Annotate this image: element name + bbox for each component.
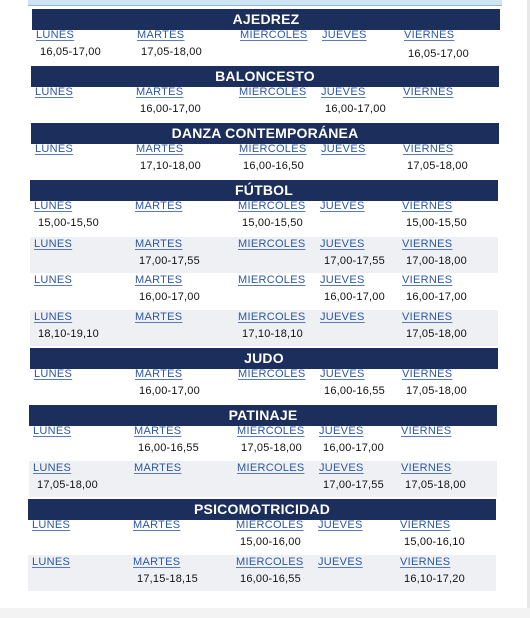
day-label-lunes: LUNES <box>36 29 75 41</box>
day-label-miercoles: MIERCOLES <box>236 519 304 531</box>
schedule-row <box>29 424 497 460</box>
time-slot: 16,10-17,20 <box>404 573 465 585</box>
time-slot: 15,00-16,00 <box>240 536 301 548</box>
day-label-martes: MARTES <box>135 274 183 286</box>
day-label-viernes: VIERNES <box>402 311 453 323</box>
day-label-lunes: LUNES <box>34 200 73 212</box>
schedule-row <box>32 28 500 64</box>
day-label-jueves: JUEVES <box>322 29 367 41</box>
day-label-miercoles: MIERCOLES <box>237 425 305 437</box>
day-label-jueves: JUEVES <box>318 556 363 568</box>
day-label-viernes: VIERNES <box>401 462 452 474</box>
time-slot: 16,00-17,00 <box>139 291 200 303</box>
activity-header: AJEDREZ <box>32 9 500 30</box>
day-label-martes: MARTES <box>135 368 183 380</box>
time-slot: 15,00-15,50 <box>406 217 467 229</box>
top-border-strip <box>28 0 502 6</box>
day-label-martes: MARTES <box>134 462 182 474</box>
time-slot: 17,10-18,00 <box>140 160 201 172</box>
day-label-martes: MARTES <box>135 238 183 250</box>
activity-header: JUDO <box>30 348 498 369</box>
time-slot: 17,05-18,00 <box>241 442 302 454</box>
time-slot: 18,10-19,10 <box>38 328 99 340</box>
day-label-miercoles: MIERCOLES <box>238 238 306 250</box>
time-slot: 15,00-15,50 <box>38 217 99 229</box>
day-label-lunes: LUNES <box>35 143 74 155</box>
schedule-row <box>30 273 498 309</box>
time-slot: 17,10-18,10 <box>242 328 303 340</box>
day-label-jueves: JUEVES <box>320 274 365 286</box>
day-label-miercoles: MIERCOLES <box>240 29 308 41</box>
day-label-lunes: LUNES <box>34 368 73 380</box>
time-slot: 17,15-18,15 <box>137 573 198 585</box>
day-label-lunes: LUNES <box>33 462 72 474</box>
activity-header: FÚTBOL <box>30 180 498 201</box>
time-slot: 17,05-18,00 <box>406 385 467 397</box>
time-slot: 16,00-16,55 <box>138 442 199 454</box>
schedule-row <box>31 85 499 121</box>
day-label-jueves: JUEVES <box>321 86 366 98</box>
time-slot: 17,05-18,00 <box>405 479 466 491</box>
day-label-jueves: JUEVES <box>321 143 366 155</box>
time-slot: 15,00-16,10 <box>404 536 465 548</box>
day-label-viernes: VIERNES <box>400 556 451 568</box>
activity-header: DANZA CONTEMPORÁNEA <box>31 123 499 144</box>
time-slot: 16,00-17,00 <box>140 103 201 115</box>
time-slot: 17,00-17,55 <box>324 255 385 267</box>
day-label-viernes: VIERNES <box>402 238 453 250</box>
schedule-row <box>28 555 496 591</box>
day-label-viernes: VIERNES <box>402 274 453 286</box>
time-slot: 17,05-18,00 <box>141 46 202 58</box>
day-label-viernes: VIERNES <box>400 519 451 531</box>
day-label-jueves: JUEVES <box>320 238 365 250</box>
day-label-lunes: LUNES <box>33 425 72 437</box>
day-label-miercoles: MIERCOLES <box>239 86 307 98</box>
day-label-martes: MARTES <box>135 311 183 323</box>
day-label-jueves: JUEVES <box>319 425 364 437</box>
day-label-lunes: LUNES <box>34 238 73 250</box>
time-slot: 17,00-17,55 <box>139 255 200 267</box>
time-slot: 17,05-18,00 <box>37 479 98 491</box>
day-label-viernes: VIERNES <box>402 200 453 212</box>
time-slot: 16,00-17,00 <box>323 442 384 454</box>
day-label-martes: MARTES <box>136 143 184 155</box>
schedule-row <box>31 142 499 178</box>
day-label-viernes: VIERNES <box>402 368 453 380</box>
time-slot: 15,00-15,50 <box>242 217 303 229</box>
day-label-miercoles: MIERCOLES <box>238 274 306 286</box>
day-label-lunes: LUNES <box>35 86 74 98</box>
time-slot: 16,00-17,00 <box>406 291 467 303</box>
day-label-jueves: JUEVES <box>318 519 363 531</box>
day-label-viernes: VIERNES <box>403 143 454 155</box>
schedule-row <box>30 310 498 346</box>
day-label-miercoles: MIERCOLES <box>236 556 304 568</box>
day-label-miercoles: MIERCOLES <box>238 200 306 212</box>
time-slot: 16,00-16,50 <box>243 160 304 172</box>
time-slot: 16,05-17,00 <box>408 48 469 60</box>
time-slot: 16,00-17,00 <box>324 291 385 303</box>
activity-header: BALONCESTO <box>31 66 499 87</box>
time-slot: 16,00-16,55 <box>240 573 301 585</box>
day-label-viernes: VIERNES <box>401 425 452 437</box>
day-label-jueves: JUEVES <box>319 462 364 474</box>
time-slot: 17,00-18,00 <box>406 255 467 267</box>
day-label-lunes: LUNES <box>32 519 71 531</box>
schedule-row <box>30 367 498 403</box>
activity-header: PATINAJE <box>29 405 497 426</box>
day-label-lunes: LUNES <box>34 274 73 286</box>
day-label-jueves: JUEVES <box>320 200 365 212</box>
day-label-martes: MARTES <box>133 556 181 568</box>
time-slot: 16,00-16,55 <box>324 385 385 397</box>
day-label-miercoles: MIERCOLES <box>237 462 305 474</box>
activity-header: PSICOMOTRICIDAD <box>28 499 496 520</box>
day-label-jueves: JUEVES <box>320 311 365 323</box>
schedule-row <box>30 199 498 235</box>
time-slot: 16,00-17,00 <box>139 385 200 397</box>
time-slot: 16,05-17,00 <box>40 46 101 58</box>
day-label-jueves: JUEVES <box>320 368 365 380</box>
day-label-miercoles: MIERCOLES <box>239 143 307 155</box>
day-label-martes: MARTES <box>133 519 181 531</box>
day-label-martes: MARTES <box>134 425 182 437</box>
time-slot: 17,05-18,00 <box>407 160 468 172</box>
day-label-miercoles: MIERCOLES <box>238 368 306 380</box>
day-label-lunes: LUNES <box>34 311 73 323</box>
time-slot: 17,05-18,00 <box>406 328 467 340</box>
day-label-lunes: LUNES <box>32 556 71 568</box>
time-slot: 16,00-17,00 <box>325 103 386 115</box>
page-bottom-edge <box>0 608 530 618</box>
time-slot: 17,00-17,55 <box>323 479 384 491</box>
day-label-viernes: VIERNES <box>404 29 455 41</box>
day-label-martes: MARTES <box>137 29 185 41</box>
day-label-miercoles: MIERCOLES <box>238 311 306 323</box>
schedule-row <box>28 518 496 554</box>
schedule-row <box>30 237 498 273</box>
schedule-row <box>29 461 497 497</box>
day-label-martes: MARTES <box>135 200 183 212</box>
day-label-martes: MARTES <box>136 86 184 98</box>
day-label-viernes: VIERNES <box>403 86 454 98</box>
